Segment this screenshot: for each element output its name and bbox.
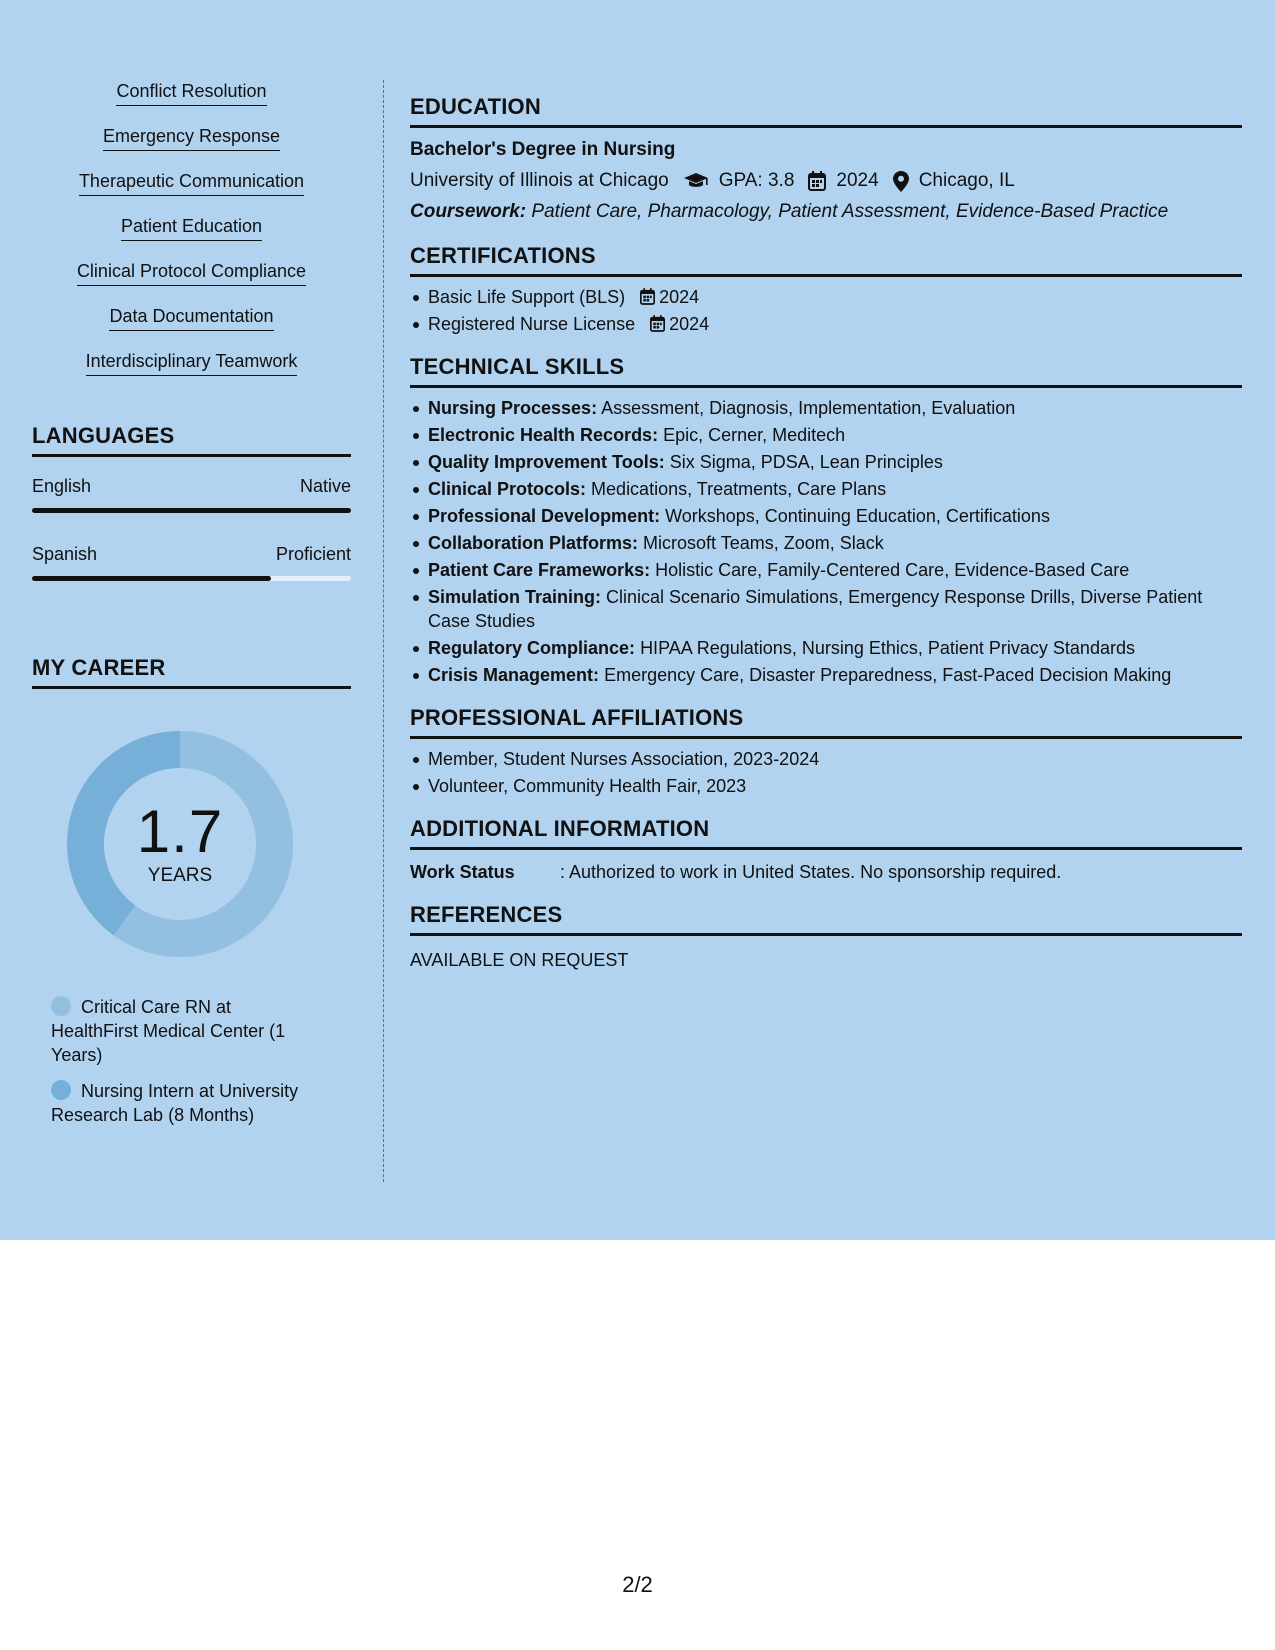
references-text: AVAILABLE ON REQUEST bbox=[410, 950, 629, 970]
calendar-icon bbox=[640, 288, 655, 305]
education-heading: EDUCATION bbox=[410, 94, 1242, 128]
skill-item: Clinical Protocol Compliance bbox=[77, 260, 306, 286]
graduation-cap-icon bbox=[683, 172, 709, 190]
skill-item: Conflict Resolution bbox=[116, 80, 266, 106]
skill-item: Emergency Response bbox=[103, 125, 280, 151]
work-status-value: : Authorized to work in United States. No sponsorship required. bbox=[560, 862, 1062, 882]
technical-skill-item: Professional Development: Workshops, Continuing Education, Certifications bbox=[410, 504, 1242, 528]
technical-skill-item: Collaboration Platforms: Microsoft Teams, Zoom, Slack bbox=[410, 531, 1242, 555]
location-pin-icon bbox=[893, 171, 909, 192]
gpa: GPA: 3.8 bbox=[718, 170, 795, 191]
technical-skill-item: Patient Care Frameworks: Holistic Care, Family-Centered Care, Evidence-Based Care bbox=[410, 558, 1242, 582]
skill-item: Interdisciplinary Teamwork bbox=[86, 350, 298, 376]
career-legend-item: Nursing Intern at University Research Lab (8 Months) bbox=[51, 1081, 299, 1125]
technical-skill-item: Simulation Training: Clinical Scenario Simulations, Emergency Response Drills, Diverse Patient Case Studies bbox=[410, 585, 1242, 633]
technical-skill-item: Nursing Processes: Assessment, Diagnosis, Implementation, Evaluation bbox=[410, 396, 1242, 420]
graduation-year: 2024 bbox=[836, 170, 879, 191]
skill-item: Data Documentation bbox=[109, 305, 273, 331]
additional-info-heading: ADDITIONAL INFORMATION bbox=[410, 816, 1242, 850]
calendar-icon bbox=[650, 315, 665, 332]
affiliations-list bbox=[410, 747, 1242, 798]
career-section bbox=[32, 655, 351, 1127]
language-level: Proficient bbox=[275, 544, 351, 564]
career-legend bbox=[32, 995, 322, 1127]
degree-title: Bachelor's Degree in Nursing bbox=[410, 139, 676, 160]
education-details bbox=[410, 168, 1242, 194]
references-section bbox=[410, 902, 1242, 972]
technical-skill-item: Electronic Health Records: Epic, Cerner, Meditech bbox=[410, 423, 1242, 447]
main-content bbox=[410, 94, 1242, 990]
legend-dot-icon bbox=[51, 996, 71, 1016]
affiliation-item: Volunteer, Community Health Fair, 2023 bbox=[410, 774, 1242, 798]
languages-section bbox=[32, 423, 351, 581]
language-bar bbox=[32, 576, 351, 581]
coursework bbox=[410, 199, 1242, 225]
technical-skill-item: Quality Improvement Tools: Six Sigma, PDSA, Lean Principles bbox=[410, 450, 1242, 474]
languages-heading: LANGUAGES bbox=[32, 423, 351, 457]
career-donut bbox=[65, 729, 295, 959]
school-location: Chicago, IL bbox=[918, 170, 1015, 191]
skill-item: Patient Education bbox=[121, 215, 262, 241]
education-section bbox=[410, 94, 1242, 225]
affiliations-section bbox=[410, 705, 1242, 798]
work-status-label: Work Status bbox=[410, 862, 515, 882]
certifications-heading: CERTIFICATIONS bbox=[410, 243, 1242, 277]
technical-skill-item: Regulatory Compliance: HIPAA Regulations, Nursing Ethics, Patient Privacy Standards bbox=[410, 636, 1242, 660]
skill-item: Therapeutic Communication bbox=[79, 170, 304, 196]
school-name: University of Illinois at Chicago bbox=[410, 170, 669, 191]
calendar-icon bbox=[808, 171, 826, 191]
certification-item: Basic Life Support (BLS) 2024 bbox=[410, 285, 1242, 309]
language-item bbox=[32, 475, 351, 513]
technical-skill-item: Crisis Management: Emergency Care, Disaster Preparedness, Fast-Paced Decision Making bbox=[410, 663, 1242, 687]
language-bar bbox=[32, 508, 351, 513]
language-bar-fill bbox=[32, 508, 351, 513]
language-name: English bbox=[32, 476, 92, 496]
work-status bbox=[410, 860, 1242, 884]
certifications-section bbox=[410, 243, 1242, 336]
affiliations-heading: PROFESSIONAL AFFILIATIONS bbox=[410, 705, 1242, 739]
coursework-list: Patient Care, Pharmacology, Patient Assessment, Evidence-Based Practice bbox=[531, 201, 1169, 222]
references-heading: REFERENCES bbox=[410, 902, 1242, 936]
technical-skill-item: Clinical Protocols: Medications, Treatments, Care Plans bbox=[410, 477, 1242, 501]
career-unit: YEARS bbox=[147, 865, 213, 886]
skills-list bbox=[32, 80, 351, 395]
language-name: Spanish bbox=[32, 544, 98, 564]
career-total: 1.7 bbox=[136, 798, 224, 865]
additional-info-section bbox=[410, 816, 1242, 884]
technical-skills-heading: TECHNICAL SKILLS bbox=[410, 354, 1242, 388]
certification-item: Registered Nurse License 2024 bbox=[410, 312, 1242, 336]
affiliation-item: Member, Student Nurses Association, 2023-2024 bbox=[410, 747, 1242, 771]
technical-skills-section bbox=[410, 354, 1242, 687]
career-heading: MY CAREER bbox=[32, 655, 351, 689]
column-divider bbox=[383, 80, 384, 1182]
language-level: Native bbox=[299, 476, 351, 496]
certifications-list bbox=[410, 285, 1242, 336]
page-number: 2/2 bbox=[622, 1572, 653, 1597]
coursework-label: Coursework: bbox=[410, 201, 527, 222]
language-bar-fill bbox=[32, 576, 271, 581]
language-item bbox=[32, 543, 351, 581]
sidebar bbox=[32, 80, 351, 1139]
technical-skills-list bbox=[410, 396, 1242, 687]
legend-dot-icon bbox=[51, 1080, 71, 1100]
career-legend-item: Critical Care RN at HealthFirst Medical Center (1 Years) bbox=[51, 997, 286, 1065]
